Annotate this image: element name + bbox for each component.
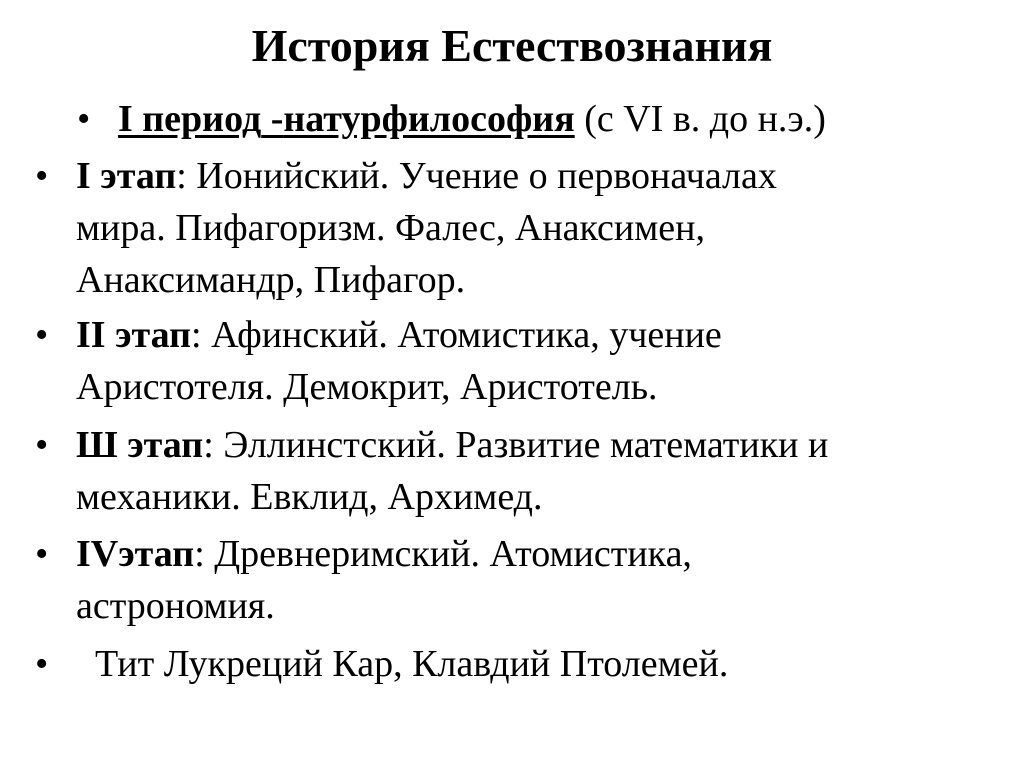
list-item-line: Аристотеля. Демокрит, Аристотель. [76,366,658,408]
stage-description: : Древнеримский. Атомистика, [194,533,692,575]
list-item-text [76,309,1006,413]
bullet-icon: • [35,314,49,356]
list-item-text [76,419,1006,523]
list-item-line: механики. Евклид, Архимед. [76,476,543,518]
bullet-icon: • [35,533,49,575]
bullet-icon: • [35,643,49,685]
stage-description: : Эллинстский. Развитие математики и [203,424,829,466]
list-item-line: астрономия. [76,585,275,627]
period-separator: - [261,98,284,140]
bullet-icon: • [35,155,49,197]
list-item-text [76,638,1006,690]
stage-description: : Ионийский. Учение о первоначалах [176,155,777,197]
list-item-line [76,528,1006,580]
bullet-icon: • [77,98,91,140]
stage-label: IVэтап [76,533,195,575]
period-text [118,96,826,142]
list-item-line: мира. Пифагоризм. Фалес, Анаксимен, [76,207,705,249]
list-item-line: Тит Лукреций Кар, Клавдий Птолемей. [76,643,729,685]
list-item-text [76,150,1006,306]
list-item-line [76,309,1006,361]
stage-label: II этап [76,314,192,356]
stage-label: I этап [76,155,177,197]
period-label: I период [118,98,262,140]
period-name: натурфилософия [283,98,575,140]
period-dates: (с VI в. до н.э.) [574,98,826,140]
list-item-line [76,419,1006,471]
stage-label: Ш этап [76,424,204,466]
list-item-text [76,528,1006,632]
stage-description: : Афинский. Атомистика, учение [191,314,722,356]
bullet-icon: • [35,424,49,466]
slide-title: История Естествознания [251,20,773,71]
list-item-line [76,150,1006,202]
list-item-line: Анаксимандр, Пифагор. [76,259,466,301]
